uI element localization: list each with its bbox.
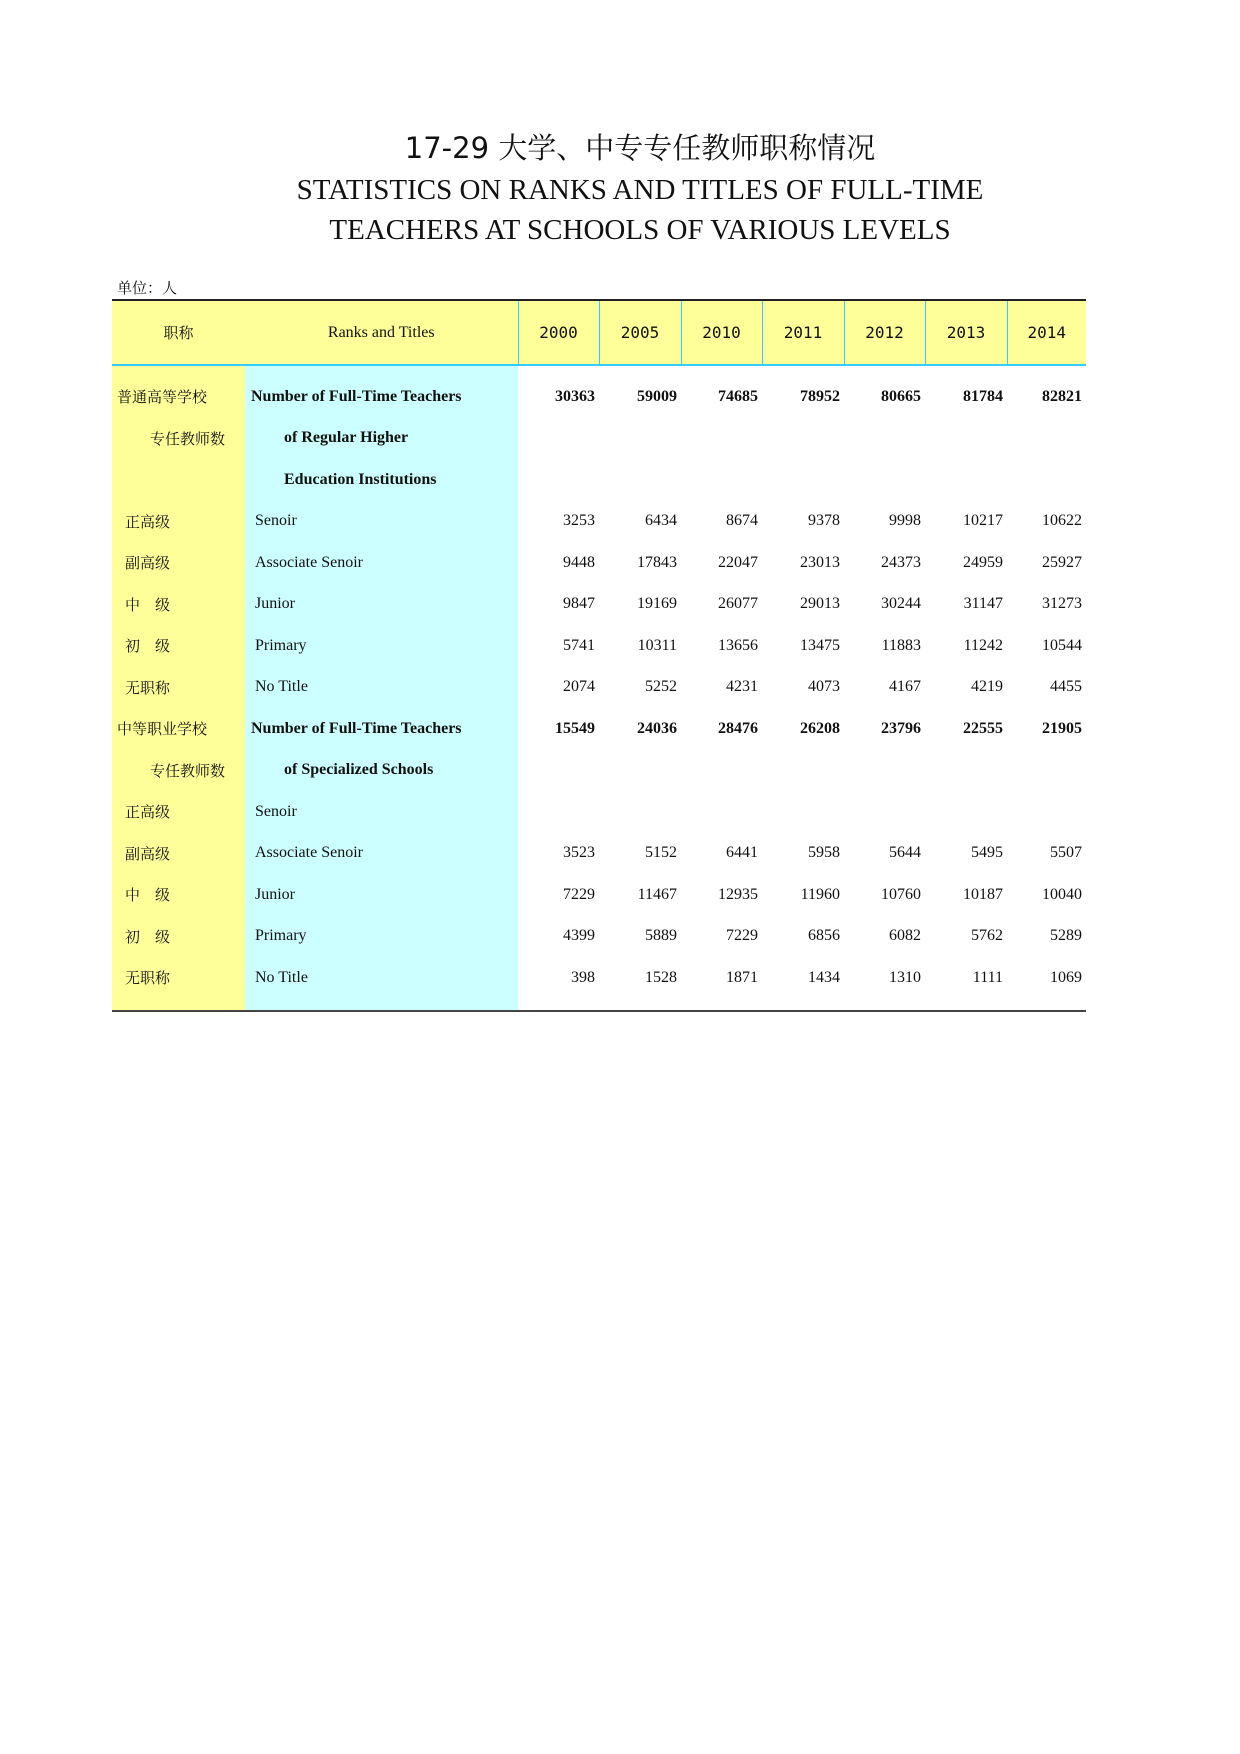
value-cell [518, 418, 599, 460]
value-cell [599, 750, 681, 792]
table-row [112, 542, 1086, 584]
spacer-row [112, 365, 1086, 376]
value-cell [1007, 418, 1086, 460]
row-label-english: Senoir [245, 501, 518, 543]
row-label-chinese: 中 级 [112, 584, 245, 626]
value-cell [1007, 791, 1086, 833]
value-cell [762, 750, 844, 792]
value-cell: 82821 [1042, 387, 1082, 405]
row-label-english: Associate Senoir [245, 542, 518, 584]
row-label-chinese: 专任教师数 [112, 418, 245, 460]
row-label-english: Junior [245, 584, 518, 626]
value-cell: 6856 [808, 927, 840, 945]
value-cell: 31147 [963, 595, 1003, 613]
value-cell: 21905 [1042, 719, 1082, 737]
value-cell: 24036 [637, 719, 677, 737]
value-cell: 4231 [726, 678, 758, 696]
value-cell: 1069 [1050, 968, 1082, 986]
statistics-table [112, 299, 1086, 1012]
header-year: 2010 [681, 300, 762, 365]
value-cell: 5289 [1050, 927, 1082, 945]
value-cell: 5252 [645, 678, 677, 696]
value-cell: 5762 [971, 927, 1003, 945]
unit-label: 单位：人 [117, 279, 178, 297]
value-cell: 13656 [718, 636, 758, 654]
value-cell: 5958 [808, 844, 840, 862]
value-cell: 10217 [963, 512, 1003, 530]
value-cell: 26077 [718, 595, 758, 613]
table-row [112, 916, 1086, 958]
value-cell [681, 750, 762, 792]
value-cell: 10187 [963, 885, 1003, 903]
value-cell: 10760 [881, 885, 921, 903]
value-cell: 4073 [808, 678, 840, 696]
row-label-chinese: 普通高等学校 [112, 376, 245, 418]
table-row [112, 791, 1086, 833]
value-cell [844, 750, 925, 792]
value-cell: 59009 [637, 387, 677, 405]
row-label-chinese: 副高级 [112, 542, 245, 584]
header-english: Ranks and Titles [245, 300, 518, 365]
value-cell: 5889 [645, 927, 677, 945]
value-cell [925, 418, 1007, 460]
value-cell: 25927 [1042, 553, 1082, 571]
value-cell: 10311 [637, 636, 677, 654]
page-title-english-line1: STATISTICS ON RANKS AND TITLES OF FULL-TIME [296, 174, 984, 206]
value-cell: 11467 [637, 885, 677, 903]
table-row [112, 501, 1086, 543]
value-cell: 8674 [726, 512, 758, 530]
value-cell: 10040 [1042, 885, 1082, 903]
value-cell [681, 418, 762, 460]
value-cell [518, 750, 599, 792]
value-cell: 30244 [881, 595, 921, 613]
value-cell [1007, 750, 1086, 792]
value-cell: 5152 [645, 844, 677, 862]
value-cell [599, 418, 681, 460]
header-year: 2013 [925, 300, 1007, 365]
row-label-chinese: 中等职业学校 [112, 708, 245, 750]
value-cell: 11242 [963, 636, 1003, 654]
value-cell: 24959 [963, 553, 1003, 571]
value-cell [681, 791, 762, 833]
value-cell [844, 418, 925, 460]
table-row [112, 584, 1086, 626]
spacer-row [112, 999, 1086, 1011]
value-cell: 17843 [637, 553, 677, 571]
value-cell [762, 791, 844, 833]
value-cell: 3253 [563, 512, 595, 530]
header-year: 2005 [599, 300, 681, 365]
table-header-row [112, 300, 1086, 365]
value-cell [925, 791, 1007, 833]
value-cell: 13475 [800, 636, 840, 654]
value-cell: 78952 [800, 387, 840, 405]
page-title-english-line2: TEACHERS AT SCHOOLS OF VARIOUS LEVELS [329, 214, 951, 246]
value-cell [925, 459, 1007, 501]
value-cell: 6082 [889, 927, 921, 945]
value-cell: 9448 [563, 553, 595, 571]
value-cell: 1528 [645, 968, 677, 986]
row-label-english: Number of Full-Time Teachers [245, 708, 518, 750]
value-cell [681, 459, 762, 501]
value-cell [925, 750, 1007, 792]
value-cell: 10622 [1042, 512, 1082, 530]
row-label-chinese: 中 级 [112, 874, 245, 916]
value-cell: 12935 [718, 885, 758, 903]
table-row [112, 750, 1086, 792]
value-cell: 30363 [555, 387, 595, 405]
row-label-english: of Specialized Schools [245, 750, 518, 792]
value-cell: 9847 [563, 595, 595, 613]
value-cell: 11960 [800, 885, 840, 903]
row-label-chinese: 正高级 [112, 501, 245, 543]
value-cell: 5507 [1050, 844, 1082, 862]
value-cell [762, 418, 844, 460]
value-cell [844, 791, 925, 833]
value-cell: 5741 [563, 636, 595, 654]
value-cell: 9998 [889, 512, 921, 530]
value-cell: 29013 [800, 595, 840, 613]
row-label-chinese: 初 级 [112, 625, 245, 667]
table-row [112, 833, 1086, 875]
table-row [112, 708, 1086, 750]
row-label-chinese: 无职称 [112, 667, 245, 709]
table-row [112, 625, 1086, 667]
value-cell: 10544 [1042, 636, 1082, 654]
row-label-english: No Title [245, 667, 518, 709]
row-label-chinese: 副高级 [112, 833, 245, 875]
header-year: 2000 [518, 300, 599, 365]
header-chinese: 职称 [112, 300, 245, 365]
table-row [112, 459, 1086, 501]
row-label-english: Primary [245, 916, 518, 958]
value-cell: 5495 [971, 844, 1003, 862]
row-label-english: Primary [245, 625, 518, 667]
row-label-english: Junior [245, 874, 518, 916]
value-cell: 3523 [563, 844, 595, 862]
value-cell: 28476 [718, 719, 758, 737]
value-cell: 24373 [881, 553, 921, 571]
row-label-chinese: 无职称 [112, 957, 245, 999]
value-cell: 1871 [726, 968, 758, 986]
value-cell: 7229 [563, 885, 595, 903]
value-cell: 398 [571, 968, 595, 986]
value-cell: 80665 [881, 387, 921, 405]
value-cell: 22047 [718, 553, 758, 571]
value-cell: 19169 [637, 595, 677, 613]
row-label-chinese: 初 级 [112, 916, 245, 958]
row-label-english: Senoir [245, 791, 518, 833]
table-row [112, 376, 1086, 418]
row-label-english: Education Institutions [245, 459, 518, 501]
value-cell: 4219 [971, 678, 1003, 696]
row-label-english: No Title [245, 957, 518, 999]
value-cell: 4167 [889, 678, 921, 696]
value-cell: 23796 [881, 719, 921, 737]
table-row [112, 957, 1086, 999]
header-year: 2012 [844, 300, 925, 365]
header-year: 2014 [1007, 300, 1086, 365]
header-year: 2011 [762, 300, 844, 365]
value-cell: 9378 [808, 512, 840, 530]
value-cell: 31273 [1042, 595, 1082, 613]
value-cell: 11883 [881, 636, 921, 654]
value-cell: 5644 [889, 844, 921, 862]
value-cell: 7229 [726, 927, 758, 945]
value-cell: 26208 [800, 719, 840, 737]
value-cell: 15549 [555, 719, 595, 737]
value-cell [762, 459, 844, 501]
value-cell: 74685 [718, 387, 758, 405]
value-cell: 23013 [800, 553, 840, 571]
table-row [112, 667, 1086, 709]
value-cell: 4399 [563, 927, 595, 945]
value-cell: 81784 [963, 387, 1003, 405]
value-cell: 6441 [726, 844, 758, 862]
value-cell: 22555 [963, 719, 1003, 737]
value-cell: 6434 [645, 512, 677, 530]
row-label-english: of Regular Higher [245, 418, 518, 460]
row-label-chinese [112, 459, 245, 501]
value-cell: 4455 [1050, 678, 1082, 696]
value-cell: 1434 [808, 968, 840, 986]
value-cell [518, 459, 599, 501]
row-label-chinese: 专任教师数 [112, 750, 245, 792]
value-cell: 1111 [972, 968, 1003, 986]
value-cell [599, 791, 681, 833]
row-label-chinese: 正高级 [112, 791, 245, 833]
table-row [112, 418, 1086, 460]
value-cell: 2074 [563, 678, 595, 696]
row-label-english: Associate Senoir [245, 833, 518, 875]
value-cell [844, 459, 925, 501]
value-cell: 1310 [889, 968, 921, 986]
page-title-chinese: 17-29 大学、中专专任教师职称情况 [404, 131, 876, 165]
table-row [112, 874, 1086, 916]
value-cell [1007, 459, 1086, 501]
row-label-english: Number of Full-Time Teachers [245, 376, 518, 418]
value-cell [518, 791, 599, 833]
value-cell [599, 459, 681, 501]
